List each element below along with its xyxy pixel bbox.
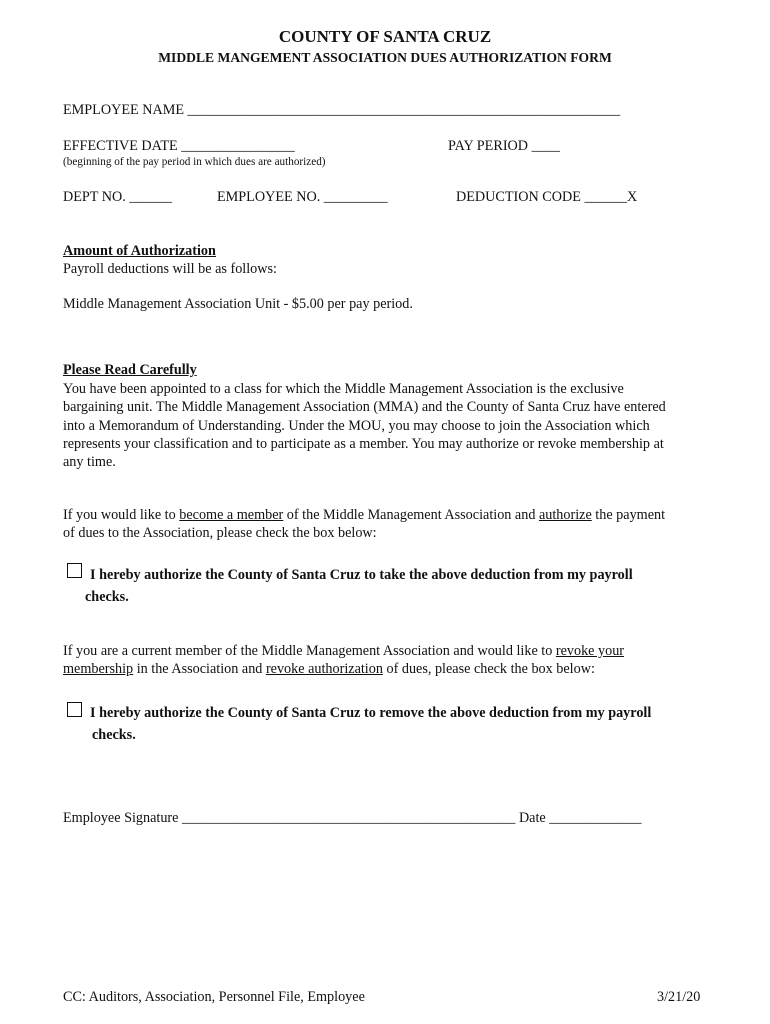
signature-line[interactable]: Employee Signature _______________________________________________ Date _____________ [63, 810, 642, 826]
deduction-code-field[interactable]: DEDUCTION CODE ______X [456, 189, 638, 205]
pay-period-field[interactable]: PAY PERIOD ____ [448, 138, 560, 154]
read-line: You have been appointed to a class for which the Middle Management Association is the exclusive [63, 381, 624, 397]
revoke-check-label: I hereby authorize the County of Santa Cruz to remove the above deduction from my payroll [90, 705, 652, 721]
membership-text: membership [63, 661, 134, 678]
dept-no-field[interactable]: DEPT NO. ______ [63, 189, 172, 205]
cc-footer: CC: Auditors, Association, Personnel File, Employee [63, 989, 365, 1005]
amount-heading: Amount of Authorization [63, 243, 216, 259]
join-checkbox[interactable] [67, 563, 82, 578]
read-line: any time. [63, 454, 116, 471]
join-check-label: I hereby authorize the County of Santa Cruz to take the above deduction from my payroll [90, 567, 633, 583]
join-line-2: of dues to the Association, please check the box below: [63, 525, 377, 542]
read-heading: Please Read Carefully [63, 362, 197, 378]
revoke-line-2: membership in the Association and revoke authorization of dues, please check the box below: [63, 661, 595, 678]
revoke-authorization-text: revoke authorization [265, 661, 383, 678]
effective-date-note: (beginning of the pay period in which dues are authorized) [63, 156, 326, 168]
become-member-text: become a member [179, 507, 284, 523]
join-paragraph [63, 506, 713, 543]
read-line: represents your classification and to participate as a member. You may authorize or revoke membership at [63, 435, 664, 452]
form-subtitle: MIDDLE MANGEMENT ASSOCIATION DUES AUTHORIZATION FORM [158, 50, 612, 65]
revoke-check-label-2: checks. [92, 727, 136, 743]
read-line: bargaining unit. The Middle Management Association (MMA) and the County of Santa Cruz have entered [63, 399, 666, 416]
read-line: into a Memorandum of Understanding. Under the MOU, you may choose to join the Association which [63, 417, 650, 434]
revoke-your-text: revoke your [555, 643, 625, 659]
join-check-label-2: checks. [85, 589, 129, 605]
amount-line-1: Payroll deductions will be as follows: [63, 261, 277, 277]
revoke-paragraph [63, 642, 713, 679]
revoke-line-1: If you are a current member of the Middle Management Association and would like to revoke your [63, 643, 625, 659]
read-paragraph [63, 380, 713, 471]
footer-date: 3/21/20 [657, 989, 701, 1005]
employee-name-field[interactable]: EMPLOYEE NAME _____________________________________________________________ [63, 102, 621, 118]
authorize-text: authorize [538, 507, 592, 523]
amount-line-2: Middle Management Association Unit - $5.00 per pay period. [63, 296, 413, 312]
effective-date-field[interactable]: EFFECTIVE DATE ________________ [63, 138, 295, 154]
revoke-checkbox[interactable] [67, 702, 82, 717]
employee-no-field[interactable]: EMPLOYEE NO. _________ [217, 189, 388, 205]
form-title: COUNTY OF SANTA CRUZ [278, 27, 492, 46]
join-line-1: If you would like to become a member of the Middle Management Association and authorize the payment [63, 507, 666, 523]
